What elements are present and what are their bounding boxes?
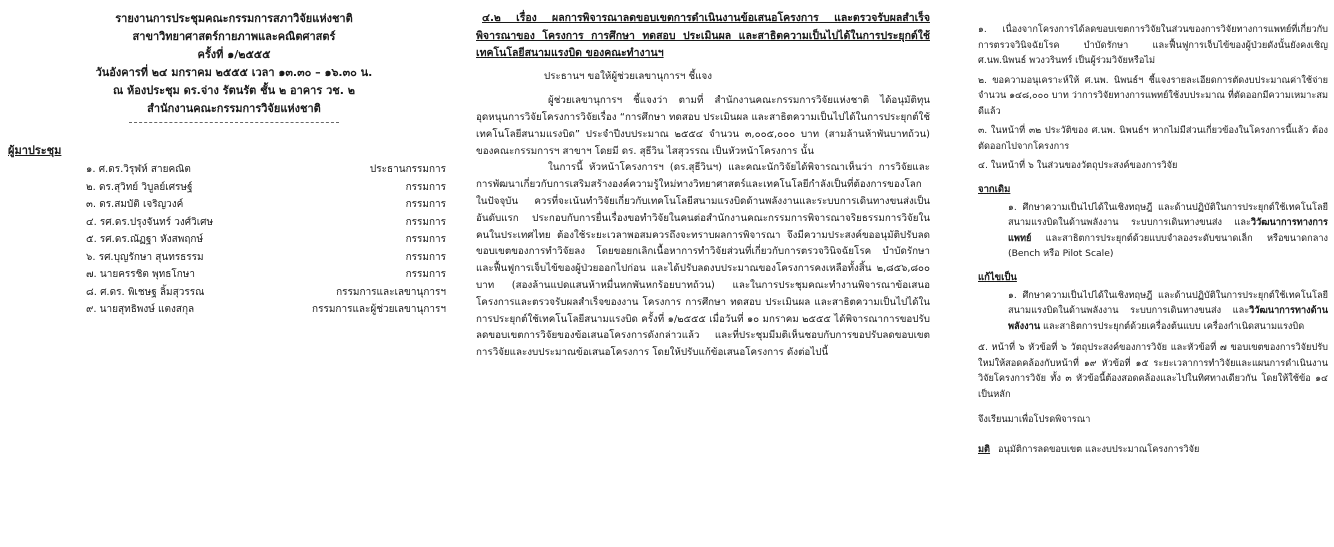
meeting-venue: ณ ห้องประชุม ดร.จ่าง รัตนรัต ชั้น ๒ อาคาร วช. ๒ [113,84,355,97]
attendees-label: ผู้มาประชุม [8,144,62,157]
attendee-row [8,284,460,302]
attendee-name: ๕. รศ.ดร.ณัฏฐา หังสพฤกษ์ [86,234,204,245]
attendee-role: กรรมการ [405,216,446,228]
original-rest-text: และสาธิตการประยุกต์ด้วยแบบจำลองระดับขนาดเล็ก หรือขนาดกลาง (Bench หรือ Pilot Scale) [1008,232,1328,259]
attendee-role: กรรมการและเลขานุการฯ [336,286,446,298]
attendee-name: ๓. ดร.สมบัติ เจริญวงค์ [86,199,184,210]
attendee-list [8,161,460,319]
attendance-column [8,0,460,319]
attendee-role: กรรมการ [405,199,446,210]
header-divider [129,122,339,123]
header-line-3: ครั้งที่ ๑/๒๕๕๕ [197,48,271,61]
attendee-row [8,249,460,267]
body-paragraph-2: ในการนี้ หัวหน้าโครงการฯ (ดร.สุธีวินฯ) และคณะนักวิจัยได้พิจารณาเห็นว่า การวิจัยและการพัฒนาเกี่ยวกับการเสริมสร้างองค์ความรู้ใหม่ทางวิทยาศาสตร์และเทคโนโลยีกำลังเป็นที่ต้องการของโลกในปัจจุบัน ควรที่จะเน้นทำวิจัยเกี่ยวกับเทคโนโลยีสนามแรงบิดด้านพลังงานและระบบการเดินทางขนส่งเป็นอันดับแรก ประกอบกับการยื่นเรื่องขอทำวิจัยในคนต่อสำนักงานคณะกรรมการพิจารณาจริยธรรมการวิจัยในคนในประเทศไทย ต้องใช้ระยะเวลาพอสมควรถึงจะทราบผลการพิจารณา จึงมีความประสงค์ขออนุมัติปรับลดขอบเขตของการทำวิจัยลง โดยขอยกเลิกเนื้อหาการทำวิจัยส่วนที่เกี่ยวกับการตรวจวินิจฉัยโรค บำบัดรักษา และฟื้นฟูการเจ็บไข้ของผู้ป่วยออกไปก่อน และได้ปรับลดงบประมาณของโครงการคงเหลือทั้งสิ้น ๒,๘๕๖,๘๐๐ บาท (สองล้านแปดแสนห้าหมื่นหกพันหกร้อยบาทถ้วน) และในการประชุมคณะทำงานพิจารณาข้อเสนอโครงการและตรวจรับผลสำเร็จของงาน โครงการ การศึกษา ทดสอบ ประเมินผล และสาธิตความเป็นไปได้ในการประยุกต์ใช้เทคโนโลยีสนามแรงบิด ครั้งที่ ๑/๒๕๕๕ เมื่อวันที่ ๑๐ มกราคม ๒๕๕๕ ได้พิจารณาการขอปรับลดขอบเขตการวิจัยของข้อเสนอโครงการดังกล่าวแล้ว และที่ประชุมมีมติเห็นชอบกับการขอปรับลดขอบเขตการวิจัยและงบประมาณข้อเสนอโครงการ โดยให้ปรับแก้ข้อเสนอโครงการ ดังต่อไปนี้ [476,162,930,359]
resolution [978,442,1328,458]
meeting-header [8,10,460,123]
revised-text: ๑. ศึกษาความเป็นไปได้ในเชิงทฤษฎี และด้านปฏิบัติในการประยุกต์ใช้เทคโนโลยีสนามแรงบิดในด้านพลังงาน ระบบการเดินทางขนส่ง และ [1008,289,1328,316]
revised-objective [978,288,1328,335]
revision-item-2: ๒. ขอความอนุเคราะห์ให้ ศ.นพ. นิพนธ์ฯ ชี้แจงรายละเอียดการตัดงบประมาณค่าใช้จ่าย จำนวน ๑๔๘,๐๐๐ บาท ว่าการวิจัยทางการแพทย์ใช้งบประมาณ ที่ตัดออกมีความเหมาะสมดีแล้ว [978,74,1328,117]
closing-line: จึงเรียนมาเพื่อโปรดพิจารณา [978,414,1091,425]
attendee-row [8,161,460,179]
section-title-text: ๔.๒ เรื่อง ผลการพิจารณาลดขอบเขตการดำเนินงานข้อเสนอโครงการ และตรวจรับผลสำเร็จพิจารณาของ โครงการ การศึกษา ทดสอบ ประเมินผล และสาธิตความเป็นไปได้ในการประยุกต์ใช้เทคโนโลยีสนามแรงบิด ของคณะทำงานฯ [476,12,930,59]
original-bold-text: วิวัฒนาการทางการแพทย์ [1008,217,1328,244]
header-line-2: สาขาวิทยาศาสตร์กายภาพและคณิตศาสตร์ [132,30,336,43]
meeting-datetime: วันอังคารที่ ๒๔ มกราคม ๒๕๕๕ เวลา ๑๓.๓๐ – ๑๖.๓๐ น. [95,66,373,79]
original-label: จากเดิม [978,183,1011,195]
attendee-role: กรรมการ [405,251,446,263]
meeting-office: สำนักงานคณะกรรมการวิจัยแห่งชาติ [147,102,321,115]
attendee-row [8,214,460,232]
attendee-name: ๗. นายครรชิต พุทธโกษา [86,269,195,280]
attendee-role: กรรมการ [405,181,446,193]
agenda-column [476,0,930,362]
attendee-role: กรรมการและผู้ช่วยเลขานุการฯ [312,304,446,315]
attendee-name: ๖. รศ.บุญรักษา สุนทรธรรม [86,251,204,263]
attendee-name: ๔. รศ.ดร.ปรุงจันทร์ วงศ์วิเศษ [86,216,214,228]
attendee-row [8,196,460,214]
revision-item-5: ๕. หน้าที่ ๖ หัวข้อที่ ๖ วัตถุประสงค์ของการวิจัย และหัวข้อที่ ๗ ขอบเขตของการวิจัยปรับใหม่ให้สอดคล้องกับหน้าที่ ๑๙ หัวข้อที่ ๑๕ ระยะเวลาการทำวิจัยและแผนการดำเนินงานวิจัยโครงการวิจัย ทั้ง ๓ หัวข้อนี้ต้องสอดคล้องและไปในทิศทางเดียวกัน โดยให้ใช้ข้อ ๑๔ เป็นหลัก [978,342,1328,400]
original-objective [978,200,1328,262]
revision-item-4: ๔. ในหน้าที่ ๖ ในส่วนของวัตถุประสงค์ของการวิจัย [978,160,1178,171]
revision-item-1: ๑. เนื่องจากโครงการได้ลดขอบเขตการวิจัยในส่วนของการวิจัยทางการแพทย์ที่เกี่ยวกับการตรวจวินิจฉัยโรค บำบัดรักษา และฟื้นฟูการเจ็บไข้ของผู้ป่วยดังนั้นยังคงเชิญ ศ.นพ.นิพนธ์ พวงวรินทร์ เป็นผู้ร่วมวิจัยหรือไม่ [978,24,1328,66]
resolution-text: อนุมัติการลดขอบเขต และงบประมาณโครงการวิจัย [998,443,1200,455]
resolution-label: มติ [978,443,991,455]
attendee-row [8,266,460,284]
attendee-row [8,231,460,249]
attendee-name: ๘. ศ.ดร. พิเชษฐ ลิ้มสุวรรณ [86,286,205,298]
revision-column [978,0,1328,457]
header-line-1: รายงานการประชุมคณะกรรมการสภาวิจัยแห่งชาติ [115,12,353,25]
attendee-role: กรรมการ [405,234,446,245]
revised-bold-text: วิวัฒนาการทางด้านพลังงาน [1008,305,1328,332]
section-title [476,10,930,63]
revision-item-3: ๓. ในหน้าที่ ๓๒ ประวัติของ ศ.นพ. นิพนธ์ฯ หากไม่มีส่วนเกี่ยวข้องในโครงการนี้แล้ว ต้องตัดออกไปจากโครงการ [978,125,1328,152]
attendee-name: ๑. ศ.ดร.วิรุฬห์ สายคณิต [86,164,191,175]
attendee-name: ๒. ดร.สุวิทย์ วิบูลย์เศรษฐ์ [86,181,193,193]
attendee-name: ๙. นายสุทธิพงษ์ แตงสกุล [86,304,195,315]
revised-label: แก้ไขเป็น [978,271,1017,283]
attendee-role: ประธานกรรมการ [369,164,446,175]
attendee-row [8,301,460,319]
original-text: ๑. ศึกษาความเป็นไปได้ในเชิงทฤษฎี และด้านปฏิบัติในการประยุกต์ใช้เทคโนโลยีสนามแรงบิดในด้านพลังงาน ระบบการเดินทางขนส่ง และ [1008,201,1328,228]
body-paragraph-1: ผู้ช่วยเลขานุการฯ ชี้แจงว่า ตามที่ สำนักงานคณะกรรมการวิจัยแห่งชาติ ได้อนุมัติทุนอุดหนุนการวิจัยโครงการวิจัยเรื่อง “การศึกษา ทดสอบ ประเมินผล และสาธิตความเป็นไปได้ในการประยุกต์ใช้เทคโนโลยีสนามแรงบิด” ประจำปีงบประมาณ ๒๕๕๔ จำนวน ๓,๐๐๕,๐๐๐ บาท (สามล้านห้าพันบาทถ้วน) ของคณะกรรมการฯ สาขาฯ โดยมี ดร. สุธีวิน ไสสุวรรณ เป็นหัวหน้าโครงการ นั้น [476,95,930,157]
chair-statement: ประธานฯ ขอให้ผู้ช่วยเลขานุการฯ ชี้แจง [544,70,713,82]
revised-rest-text: และสาธิตการประยุกต์ด้วยเครื่องต้นแบบ เครื่องกำเนิดสนามแรงบิด [1040,320,1305,332]
attendee-role: กรรมการ [405,269,446,280]
attendee-row [8,179,460,197]
